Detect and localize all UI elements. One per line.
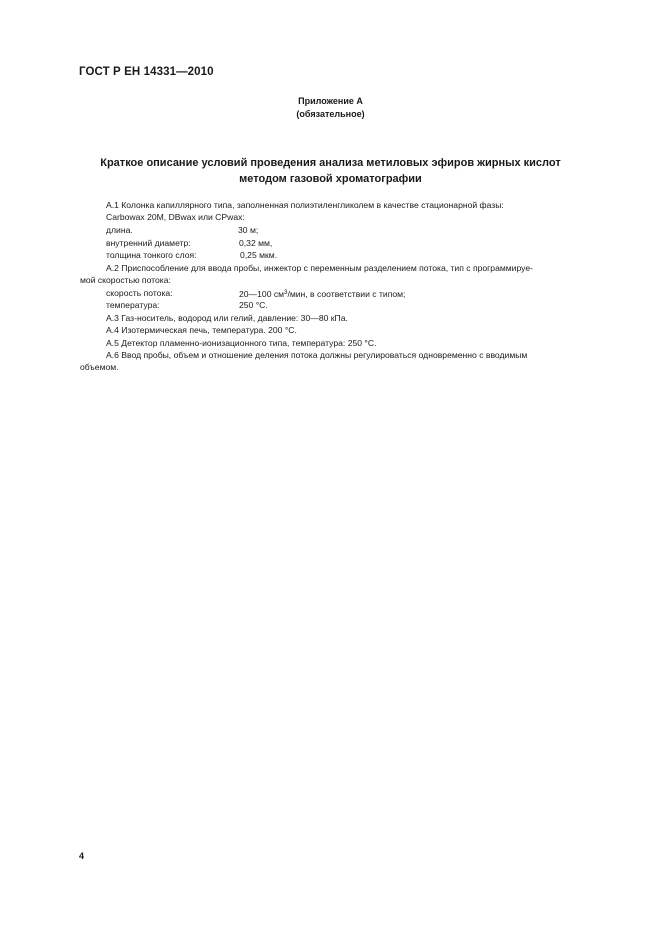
param-label: внутренний диаметр: (106, 238, 191, 248)
clause-a1-phases: Carbowax 20M, DBwax или CPwax: (106, 212, 245, 222)
flow-value: 20—100 $см^3$/мин, в соответствии с типом; (239, 289, 406, 299)
clause-a5: А.5 Детектор пламенно-ионизационного типа, температура: 250 °С. (106, 338, 377, 348)
clause-a1: А.1 Колонка капиллярного типа, заполненная полиэтиленгликолем в качестве стационарной фазы: (106, 200, 504, 210)
clause-a6-cont: объемом. (80, 362, 119, 372)
flow-label: скорость потока: (106, 288, 173, 298)
clause-a2-cont: мой скоростью потока: (80, 275, 171, 285)
clause-a6: А.6 Ввод пробы, объем и отношение деления потока должны регулироваться одновременно с вводимым (106, 350, 528, 360)
param-label: толщина тонкого слоя: (106, 250, 197, 260)
temperature-value: 250 °С. (239, 300, 268, 310)
clause-a2: А.2 Приспособление для ввода пробы, инжектор с переменным разделением потока, тип с программируе- (106, 263, 534, 273)
annex-title-line2: методом газовой хроматографии (239, 173, 422, 185)
param-value: 30 м; (238, 225, 259, 235)
clause-a4: А.4 Изотермическая печь, температура. 200 °С. (106, 325, 297, 335)
param-value: 0,32 мм, (239, 238, 273, 248)
temperature-label: температура: (106, 300, 160, 310)
param-value: 0,25 мкм. (240, 250, 278, 260)
annex-title-line1: Краткое описание условий проведения анализа метиловых эфиров жирных кислот (100, 157, 561, 169)
annex-label: Приложение А (298, 96, 363, 106)
param-label: длина. (106, 225, 133, 235)
page-number: 4 (79, 851, 85, 861)
document-header: ГОСТ Р ЕН 14331—2010 (79, 66, 214, 78)
annex-status: (обязательное) (296, 109, 365, 119)
clause-a3: А.3 Газ-носитель, водород или гелий, давление: 30—80 кПа. (106, 313, 348, 323)
